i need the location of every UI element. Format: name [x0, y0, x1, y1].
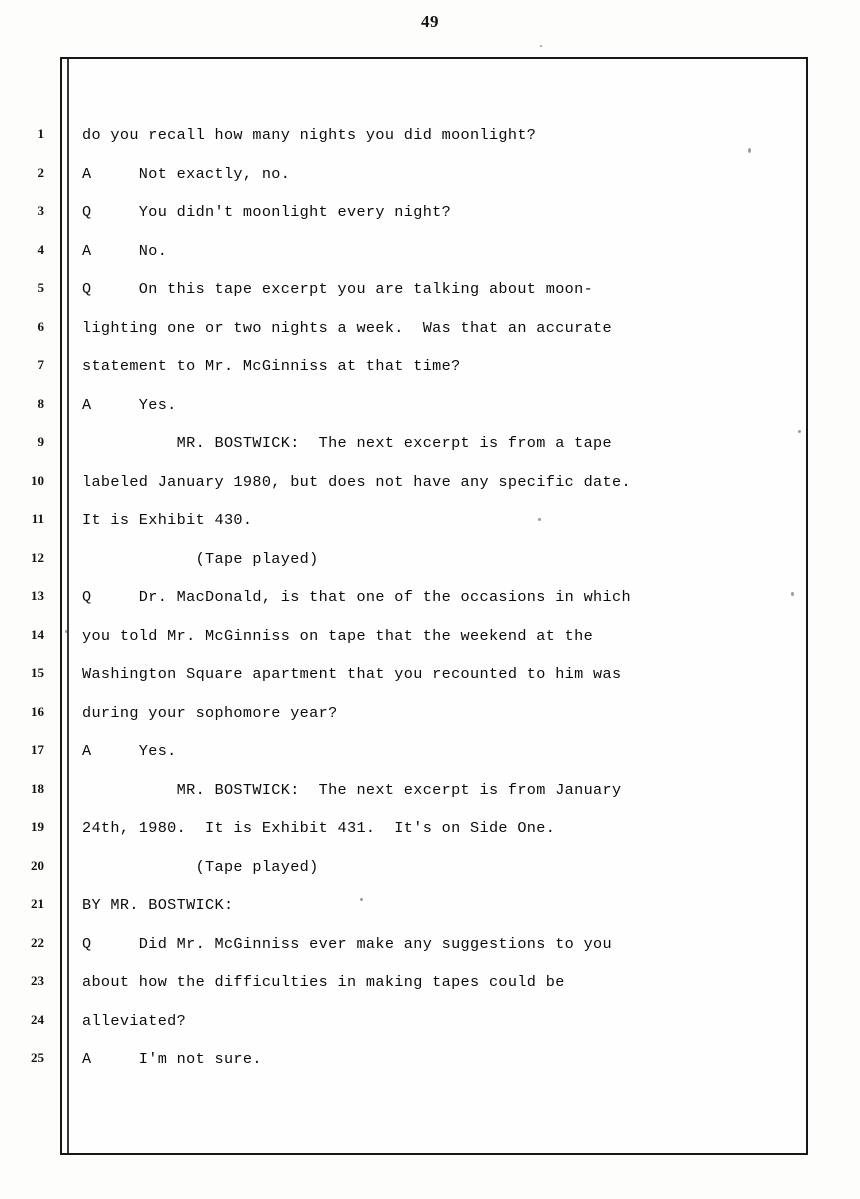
line-number: 4 [37, 241, 44, 257]
line-number: 15 [31, 665, 44, 680]
line-number: 5 [37, 280, 44, 295]
transcript-line: (Tape played) [82, 857, 319, 876]
transcript-line: It is Exhibit 430. [82, 511, 253, 529]
line-number: 1 [37, 126, 44, 141]
line-number: 13 [31, 588, 44, 603]
scan-speck [798, 430, 801, 433]
line-number: 23 [31, 973, 44, 988]
transcript-line: during your sophomore year? [82, 703, 338, 722]
line-number-gutter [0, 57, 58, 1155]
scan-speck [65, 630, 68, 633]
line-number: 9 [37, 434, 44, 449]
transcript-line: Q Dr. MacDonald, is that one of the occasions in which [82, 588, 631, 606]
line-number: 24 [31, 1011, 44, 1027]
transcript-line: Washington Square apartment that you recounted to him was [82, 665, 622, 683]
transcript-line: Q On this tape excerpt you are talking about moon- [82, 280, 594, 298]
transcript-line: lighting one or two nights a week. Was that an accurate [82, 318, 612, 337]
transcript-line: A I'm not sure. [82, 1050, 262, 1068]
line-number: 11 [31, 511, 44, 526]
line-number: 19 [31, 819, 44, 834]
transcript-line: alleviated? [82, 1011, 187, 1030]
transcript-line: A Yes. [82, 395, 177, 414]
line-number: 18 [31, 780, 44, 796]
transcript-line: BY MR. BOSTWICK: [82, 896, 234, 914]
scan-speck [791, 592, 794, 596]
transcript-line: (Tape played) [82, 549, 319, 568]
scan-speck [360, 898, 363, 901]
line-number: 17 [31, 742, 44, 757]
line-number: 6 [37, 318, 44, 334]
transcript-line: about how the difficulties in making tapes could be [82, 973, 565, 991]
transcript-line: Q Did Mr. McGinniss ever make any suggestions to you [82, 934, 612, 953]
transcript-line: A No. [82, 241, 168, 260]
line-number: 2 [37, 164, 44, 180]
line-number: 16 [31, 703, 44, 719]
line-number: 14 [31, 626, 44, 642]
transcript-line: MR. BOSTWICK: The next excerpt is from a tape [82, 434, 612, 452]
scan-speck [538, 518, 541, 521]
transcript-line: A Not exactly, no. [82, 164, 291, 183]
transcript-line: 24th, 1980. It is Exhibit 431. It's on Side One. [82, 819, 556, 837]
transcript-body [60, 57, 808, 1155]
transcript-line: A Yes. [82, 742, 177, 760]
transcript-line: statement to Mr. McGinniss at that time? [82, 357, 461, 375]
transcript-line: you told Mr. McGinniss on tape that the weekend at the [82, 626, 594, 645]
line-number: 8 [37, 395, 44, 411]
line-number: 21 [31, 896, 44, 911]
line-number: 10 [31, 472, 44, 488]
transcript-line: Q You didn't moonlight every night? [82, 203, 452, 221]
transcript-line: do you recall how many nights you did moonlight? [82, 126, 537, 144]
scan-speck [748, 148, 751, 153]
line-number: 25 [31, 1050, 44, 1065]
transcript-line: labeled January 1980, but does not have any specific date. [82, 472, 631, 491]
line-number: 20 [31, 857, 44, 873]
transcript-line: MR. BOSTWICK: The next excerpt is from January [82, 780, 622, 799]
line-number: 3 [37, 203, 44, 218]
line-number: 12 [31, 549, 44, 565]
line-number: 22 [31, 934, 44, 950]
line-number: 7 [37, 357, 44, 372]
scan-speck [540, 45, 542, 47]
page-number: 49 [421, 12, 439, 31]
